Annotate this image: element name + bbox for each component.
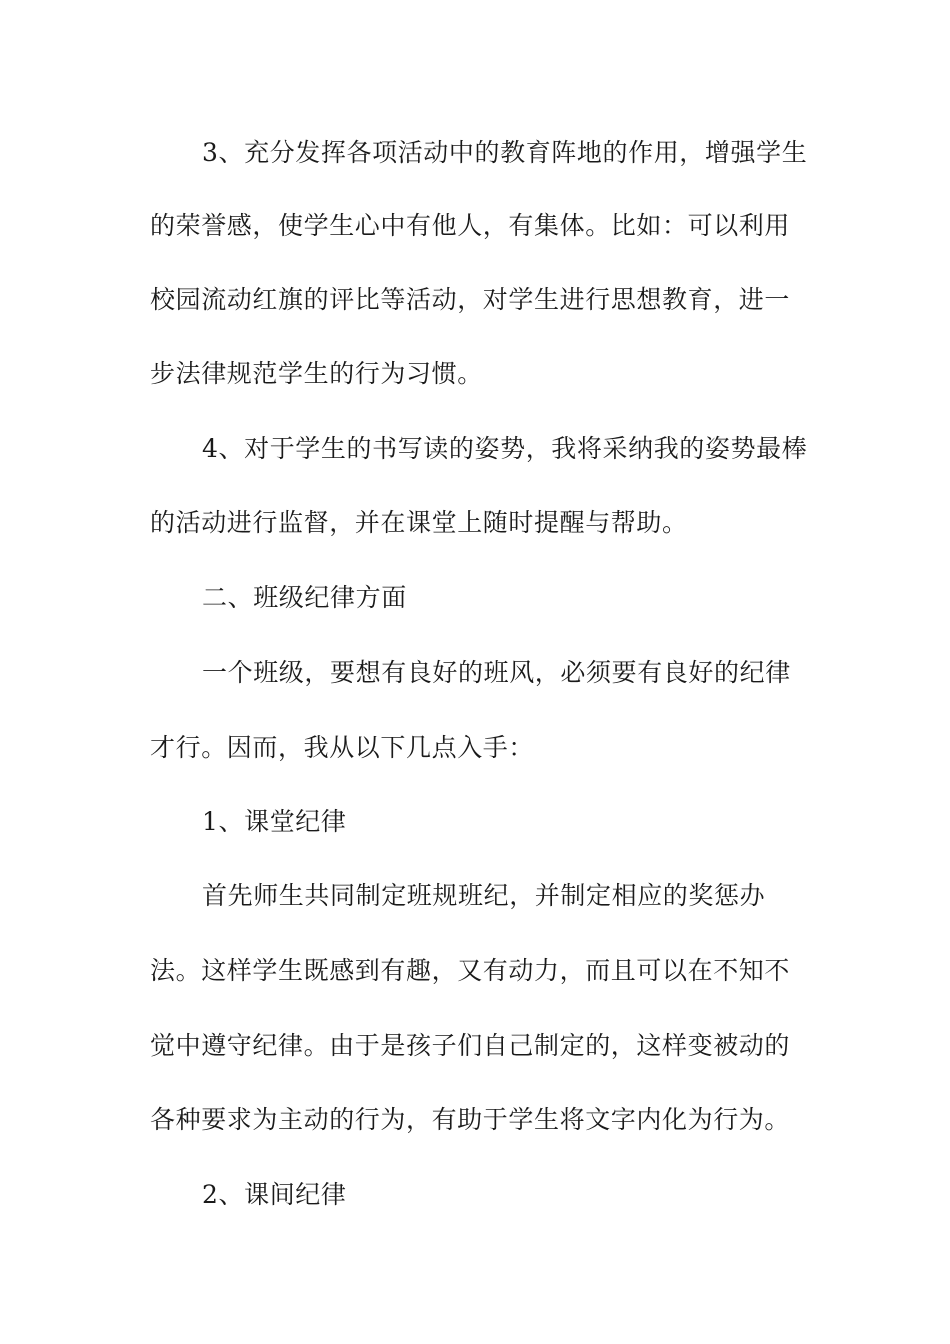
section-heading: 二、班级纪律方面 [202,583,407,612]
text-line: 首先师生共同制定班规班纪，并制定相应的奖惩办 [202,881,766,910]
text-line: 才行。因而，我从以下几点入手： [150,733,535,762]
text-line: 步法律规范学生的行为习惯。 [150,359,483,388]
text-line: 校园流动红旗的评比等活动，对学生进行思想教育，进一 [150,285,791,314]
text-line: 一个班级，要想有良好的班风，必须要有良好的纪律 [202,658,791,687]
text-line: 3、充分发挥各项活动中的教育阵地的作用，增强学生 [202,138,808,167]
text-line: 的荣誉感，使学生心中有他人，有集体。比如：可以利用 [150,211,791,240]
subsection-heading: 2、课间纪律 [202,1180,347,1209]
text-line: 的活动进行监督，并在课堂上随时提醒与帮助。 [150,508,688,537]
text-line: 法。这样学生既感到有趣，又有动力，而且可以在不知不 [150,956,791,985]
text-line: 各种要求为主动的行为，有助于学生将文字内化为行为。 [150,1105,791,1134]
text-line: 觉中遵守纪律。由于是孩子们自己制定的，这样变被动的 [150,1031,791,1060]
subsection-heading: 1、课堂纪律 [202,807,347,836]
text-line: 4、对于学生的书写读的姿势，我将采纳我的姿势最棒 [202,434,808,463]
